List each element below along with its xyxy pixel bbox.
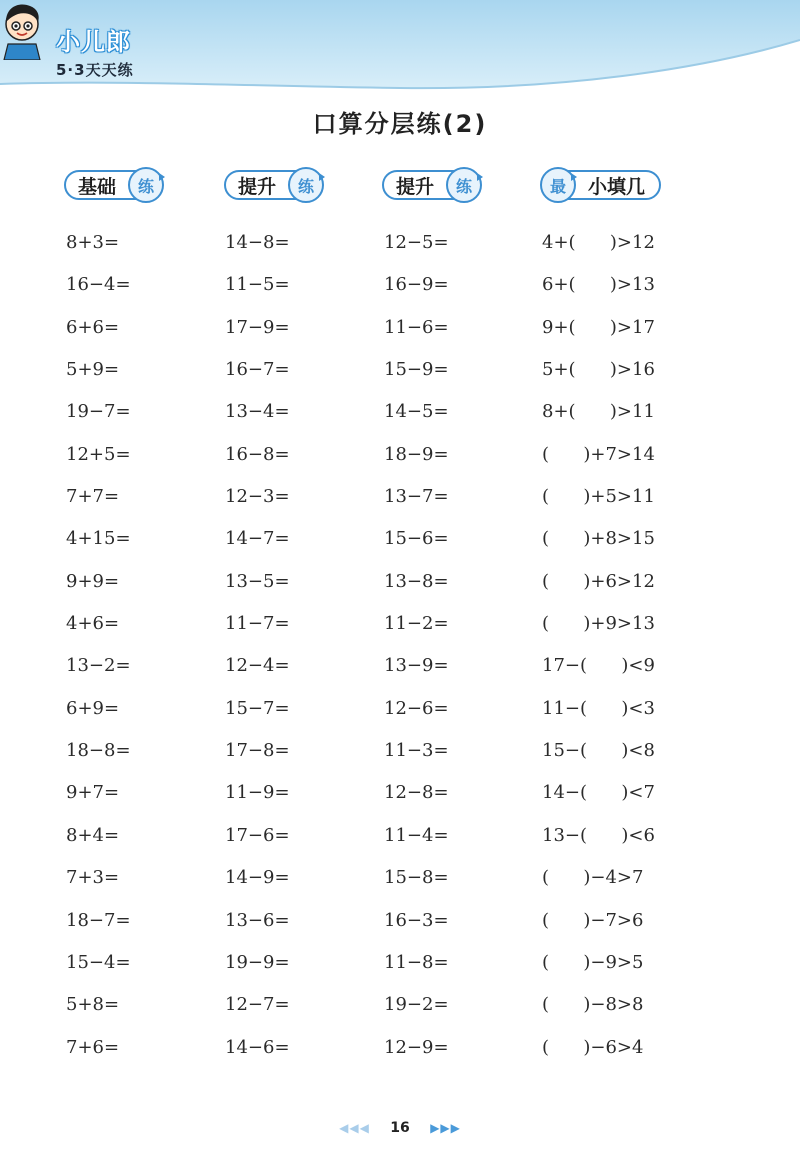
problem-item: 9+( )>17 [542, 316, 655, 338]
problem-item: 8+3= [66, 232, 120, 253]
problem-item: 17−6= [225, 824, 290, 846]
brand-subtitle: 5·3天天练 [56, 61, 134, 79]
problem-item: 13−8= [384, 570, 449, 592]
problem-item: 12−6= [384, 697, 449, 719]
max-badge-icon: 最 [540, 167, 576, 203]
problem-item: 16−8= [225, 443, 290, 465]
problem-item: 13−7= [384, 486, 449, 508]
problem-item: ( )+8>15 [542, 528, 655, 550]
page-footer [0, 1120, 800, 1136]
column-header-advanced-2 [382, 166, 482, 204]
problem-item: 19−9= [225, 951, 290, 973]
page-number: 16 [390, 1120, 410, 1136]
problem-item: 15−7= [225, 697, 290, 719]
problem-item: 11−7= [225, 613, 290, 635]
problem-item: 15−8= [384, 867, 449, 889]
problem-item: 16−9= [384, 274, 449, 296]
problem-item: 6+6= [66, 316, 120, 338]
problem-item: ( )+6>12 [542, 570, 655, 592]
problem-item: 11−( )<3 [542, 697, 655, 719]
page-header [0, 0, 800, 110]
problem-item: 13−( )<6 [542, 824, 655, 846]
problem-item: 8+4= [66, 824, 120, 846]
problem-item: 4+6= [66, 613, 120, 635]
practice-badge-icon: 练 [128, 167, 164, 203]
problem-item: 14−8= [225, 232, 290, 253]
page-title: 口算分层练(2) [312, 110, 488, 138]
problem-item: ( )−6>4 [542, 1036, 644, 1058]
problem-item: 15−4= [66, 951, 131, 973]
problem-item: 19−2= [384, 994, 449, 1016]
problem-item: 8+( )>11 [542, 401, 655, 423]
problem-item: 12−5= [384, 232, 449, 253]
problem-item: 17−9= [225, 316, 290, 338]
problem-item: 13−5= [225, 570, 290, 592]
problem-item: 12+5= [66, 443, 131, 465]
mascot-boy-icon [0, 0, 44, 60]
problem-item: 18−7= [66, 909, 131, 931]
prev-arrows-icon: ◀◀◀ [339, 1121, 370, 1135]
problem-item: ( )−9>5 [542, 951, 644, 973]
problem-item: 11−4= [384, 824, 449, 846]
column-header-basic [64, 166, 164, 204]
problem-item: ( )+5>11 [542, 486, 655, 508]
problem-item: ( )−7>6 [542, 909, 644, 931]
problem-item: 5+9= [66, 359, 120, 381]
problem-item: 12−9= [384, 1036, 449, 1058]
problem-item: ( )+7>14 [542, 443, 655, 465]
problem-item: 16−4= [66, 274, 131, 296]
problem-item: 18−8= [66, 740, 131, 762]
problem-item: 15−6= [384, 528, 449, 550]
column-advanced-problems-1 [225, 222, 290, 1069]
problem-item: 5+8= [66, 994, 120, 1016]
column-header-label: 提升 [382, 170, 476, 200]
problem-item: 11−6= [384, 316, 449, 338]
problem-item: 6+9= [66, 697, 120, 719]
problem-item: 19−7= [66, 401, 131, 423]
problem-item: 16−3= [384, 909, 449, 931]
problem-item: 11−9= [225, 782, 290, 804]
problem-item: 13−2= [66, 655, 131, 677]
problem-item: 7+7= [66, 486, 120, 508]
column-basic-problems [66, 222, 131, 1069]
problem-item: 17−8= [225, 740, 290, 762]
problem-item: 7+3= [66, 867, 120, 889]
problem-item: 5+( )>16 [542, 359, 655, 381]
problem-item: 12−3= [225, 486, 290, 508]
problem-item: 15−( )<8 [542, 740, 655, 762]
problem-item: 16−7= [225, 359, 290, 381]
problem-item: 6+( )>13 [542, 274, 655, 296]
problem-item: 4+( )>12 [542, 232, 655, 253]
practice-badge-icon: 练 [288, 167, 324, 203]
problem-item: 13−6= [225, 909, 290, 931]
problem-item: 14−6= [225, 1036, 290, 1058]
problem-item: 12−7= [225, 994, 290, 1016]
problem-item: 14−9= [225, 867, 290, 889]
column-advanced-problems-2 [384, 222, 449, 1069]
problem-item: 4+15= [66, 528, 131, 550]
problem-item: 13−9= [384, 655, 449, 677]
practice-badge-icon: 练 [446, 167, 482, 203]
problem-item: 11−5= [225, 274, 290, 296]
problem-item: 12−8= [384, 782, 449, 804]
brand-name: 小儿郎 [56, 28, 131, 56]
problem-item: 9+9= [66, 570, 120, 592]
column-fill-in-problems [542, 222, 655, 1069]
problem-item: 14−( )<7 [542, 782, 655, 804]
problem-item: 17−( )<9 [542, 655, 655, 677]
problem-item: 9+7= [66, 782, 120, 804]
problem-item: 11−3= [384, 740, 449, 762]
column-header-label: 基础 [64, 170, 158, 200]
column-header-label: 小填几 [546, 170, 661, 200]
problem-item: 14−5= [384, 401, 449, 423]
problem-item: 15−9= [384, 359, 449, 381]
problem-item: 12−4= [225, 655, 290, 677]
next-arrows-icon: ▶▶▶ [430, 1121, 461, 1135]
problem-item: ( )−8>8 [542, 994, 644, 1016]
problem-item: 14−7= [225, 528, 290, 550]
problem-item: 13−4= [225, 401, 290, 423]
problem-item: ( )+9>13 [542, 613, 655, 635]
problem-item: ( )−4>7 [542, 867, 644, 889]
column-header-label: 提升 [224, 170, 318, 200]
problem-item: 7+6= [66, 1036, 120, 1058]
column-header-advanced-1 [224, 166, 324, 204]
problem-item: 18−9= [384, 443, 449, 465]
problem-item: 11−2= [384, 613, 449, 635]
problem-item: 11−8= [384, 951, 449, 973]
column-header-max-fill [540, 166, 661, 204]
brand-logo [56, 22, 134, 80]
